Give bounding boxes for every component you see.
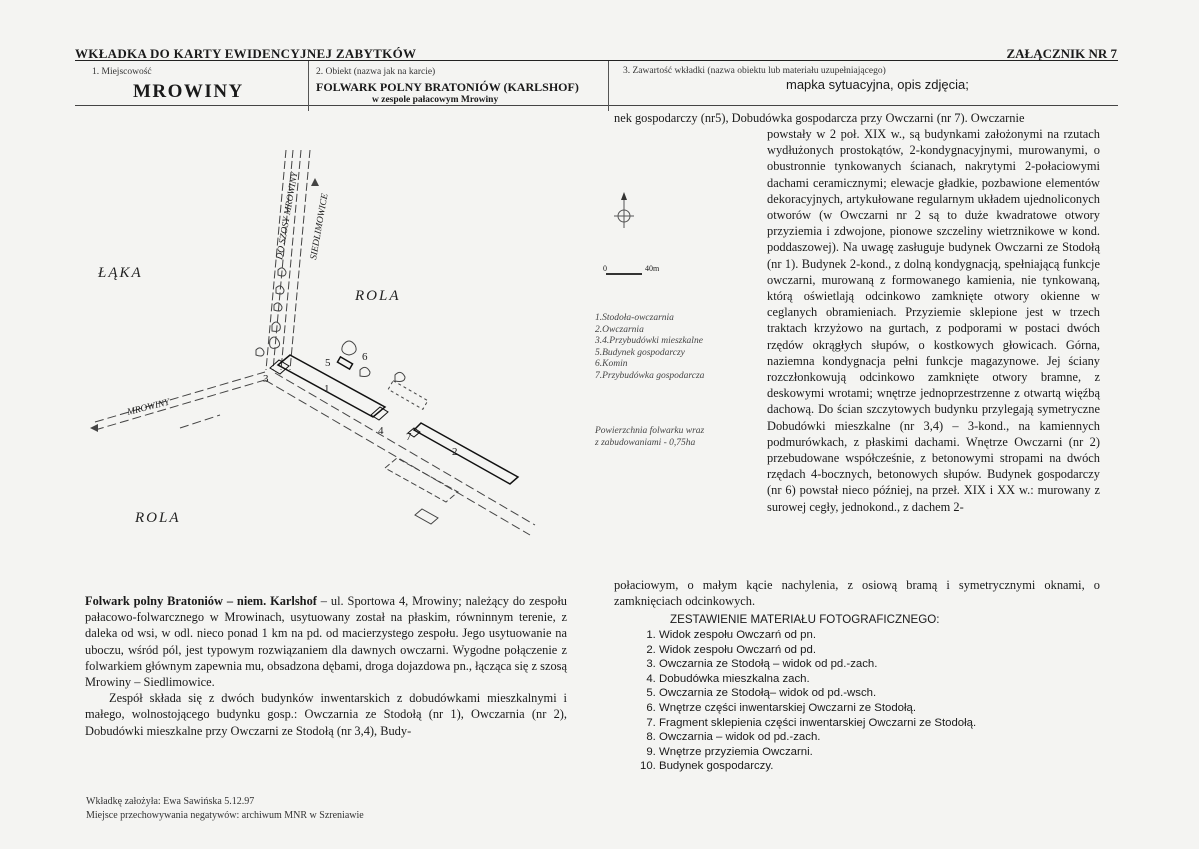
- photo-item: 2. Widok zespołu Owczarń od pd.: [659, 643, 976, 658]
- annex-3: [270, 360, 289, 374]
- description-right-column: powstały w 2 poł. XIX w., są budynkami założonymi na rzutach wydłużonych prostokątów, 2-kondygnacyjnymi, murowanymi, o obustronnie tynkowanych ścianach, nakrytymi 2-połaciowymi dachami ceramicznymi; elewacje gładkie, pozbawione elementów dekoracyjnych, artykułowane regularnym układem ujednoliconych otworów (w Owczarni nr 2 są to duże kwadratowe otwory przyziemia i zdwojone, pionowe szczeliny wietrznikowe w kond. poddaszowej). Na uwagę zasługuje budynek Owczarni ze Stodołą (nr 1). Budynek 2-kond., z dolną kondygnacją, spełniającą funkcje owczarni, murowaną z formowanego kamienia, nie tynkowaną, którą oświetlają odcinkowo zamknięte otwory okienne w ceglanych obramieniach. Przyziemie sklepione jest w trzech traktach krzyżowo na gurtach, z podporami w postaci dwóch rzędów okrągłych słupów, o kostkowych głowicach. Górna, naziemna kondygnacja pełni funkcje magazynowe. Jej ściany rozczłonkowują odcinkowo zamknięte otwory bramne, z deskowymi wrotami; wnętrze jednoprzestrzenne z otwartą więźbą dachową. Do ścian szczytowych budynku przylegają symetryczne Dobudówki mieszkalne (nr 3,4) – 3-kond., na kamiennych podmurówkach, z płaskimi dachami. Wnętrze Owczarni (nr 2) przebudowane współcześnie, z betonowymi stropami na dwóch rzędach 4-bocznych, betonowych słupów. Budynek gospodarczy (nr 6) powstał nieco później, na przeł. XIX i XX w.: murowany z surowej cegły, jednokond., z dachem 2-: [767, 127, 1100, 514]
- field-1-label: 1. Miejscowość: [92, 67, 152, 77]
- road-line: [180, 415, 220, 428]
- area-note-line: z zabudowaniami - 0,75ha: [595, 437, 696, 448]
- legend: [595, 313, 704, 382]
- building-number-1: 1: [324, 383, 330, 395]
- road-line: [265, 380, 530, 535]
- footer-author: Wkładkę założyła: Ewa Sawińska 5.12.97: [86, 796, 255, 807]
- photo-item: 9. Wnętrze przyziemia Owczarni.: [659, 745, 976, 760]
- photo-item: 10. Budynek gospodarczy.: [659, 759, 976, 774]
- photo-item: 1. Widok zespołu Owczarń od pn.: [659, 628, 976, 643]
- map-label-rola-bottom: ROLA: [135, 510, 181, 526]
- object-name: Folwark polny Bratoniów – niem. Karlshof: [85, 594, 317, 608]
- building-5: [337, 357, 352, 369]
- building-2: [414, 423, 518, 484]
- attachment-number: ZAŁĄCZNIK NR 7: [1006, 46, 1117, 61]
- building-number-5: 5: [325, 357, 331, 369]
- intro-paragraph: [85, 593, 567, 690]
- legend-item: 5.Budynek gospodarczy: [595, 347, 685, 358]
- field-1-value: MROWINY: [133, 81, 244, 102]
- legend-item: 7.Przybudówka gospodarcza: [595, 370, 705, 381]
- composition-paragraph: Zespół składa się z dwóch budynków inwentarskich z dobudówkami mieszkalnymi i małego, wolnostojącego budynku gosp.: Owczarnia ze Stodołą (nr 1), Owczarnia (nr 2), Dobudówki mieszkalne przy Owczarni ze Stodołą (nr 3,4), Budy-: [85, 691, 567, 738]
- photo-list: [623, 628, 976, 774]
- description-left: [85, 593, 567, 739]
- road-line: [95, 380, 265, 430]
- site-map: [60, 140, 620, 560]
- field-3-value: mapka sytuacyjna, opis zdjęcia;: [786, 77, 969, 92]
- map-label-road-right: SIEDLIMOWICE: [309, 192, 331, 261]
- map-label-laka: ŁĄKA: [98, 265, 143, 281]
- header-rule: [75, 60, 1118, 61]
- field-2-subtitle: w zespole pałacowym Mrowiny: [372, 95, 499, 105]
- photo-item: 3. Owczarnia ze Stodołą – widok od pd.-zach.: [659, 657, 976, 672]
- field-3-label: 3. Zawartość wkładki (nazwa obiektu lub materiału uzupełniającego): [623, 66, 886, 76]
- photo-item: 5. Owczarnia ze Stodołą– widok od pd.-wsch.: [659, 686, 976, 701]
- legend-item: 6.Komin: [595, 359, 628, 369]
- tree-row: [256, 268, 286, 356]
- arrow-siedlimowice: [311, 178, 319, 186]
- building-number-3: 3: [263, 373, 269, 385]
- fields-rule: [75, 105, 1118, 106]
- description-right-top: nek gospodarczy (nr5), Dobudówka gospodarcza przy Owczarni (nr 7). Owczarnie: [614, 111, 1025, 125]
- legend-item: 3.4.Przybudówki mieszkalne: [595, 336, 703, 346]
- scale-bar: [606, 273, 642, 275]
- road-line: [95, 372, 265, 422]
- building-1: [278, 355, 385, 417]
- fence: [388, 381, 428, 410]
- photo-item: 6. Wnętrze części inwentarskiej Owczarni ze Stodołą.: [659, 701, 976, 716]
- legend-item: 2.Owczarnia: [595, 324, 644, 335]
- photo-item: 7. Fragment sklepienia części inwentarskiej Owczarni ze Stodołą.: [659, 716, 976, 731]
- map-label-rola-top: ROLA: [355, 288, 401, 304]
- building-number-6: 6: [362, 351, 368, 363]
- building-number-4: 4: [378, 425, 384, 437]
- photo-list-title: ZESTAWIENIE MATERIAŁU FOTOGRAFICZNEGO:: [670, 613, 940, 626]
- intro-text: – ul. Sportowa 4, Mrowiny; należący do zespołu pałacowo-folwarcznego w Mrowinach, usytuowany został na płaskim, równinnym terenie, z daleka od wsi, w odl. nieco ponad 1 km na pd. od macierzystego zespołu. Jego usytuowanie na uboczu, wśród pól, jest typowym rozwiązaniem dla dawnych owczarni. Wygodne połączenie z folwarkiem głównym zapewnia mu, obsadzona dębami, droga dojazdowa pn., łącząca się z szosą Mrowiny – Siedlimowice.: [85, 594, 567, 690]
- field-divider-1: [308, 61, 309, 111]
- yard-enclosure: [385, 458, 458, 502]
- building-number-2: 2: [452, 446, 458, 458]
- field-2-label: 2. Obiekt (nazwa jak na karcie): [316, 67, 436, 77]
- scale-end: 40m: [645, 264, 660, 273]
- yard-enclosure-inner: [415, 509, 438, 524]
- arrow-mrowiny: [90, 424, 98, 432]
- map-label-road-left: DO SZOSY MROWINY: [275, 171, 301, 261]
- form-title: WKŁADKA DO KARTY EWIDENCYJNEJ ZABYTKÓW: [75, 46, 417, 61]
- building-number-7: 7: [406, 431, 412, 443]
- area-note: [595, 426, 704, 449]
- map-label-mrowiny: MROWINY: [126, 397, 171, 418]
- north-arrow: [610, 190, 640, 230]
- tree-cluster: [342, 341, 405, 382]
- photo-item: 4. Dobudówka mieszkalna zach.: [659, 672, 976, 687]
- road-line: [275, 373, 535, 525]
- field-divider-2: [608, 61, 609, 111]
- legend-item: 1.Stodoła-owczarnia: [595, 313, 674, 323]
- field-2-value: FOLWARK POLNY BRATONIÓW (KARLSHOF): [316, 80, 579, 94]
- description-right-bottom: połaciowym, o małym kącie nachylenia, z osiową bramą i symetrycznymi oknami, o zamknięciach odcinkowych.: [614, 578, 1100, 609]
- scale-zero: 0: [603, 264, 607, 273]
- photo-item: 8. Owczarnia – widok od pd.-zach.: [659, 730, 976, 745]
- annex-4: [371, 407, 388, 420]
- area-note-line: Powierzchnia folwarku wraz: [595, 426, 705, 436]
- footer-archive: Miejsce przechowywania negatywów: archiwum MNR w Szreniawie: [86, 810, 364, 821]
